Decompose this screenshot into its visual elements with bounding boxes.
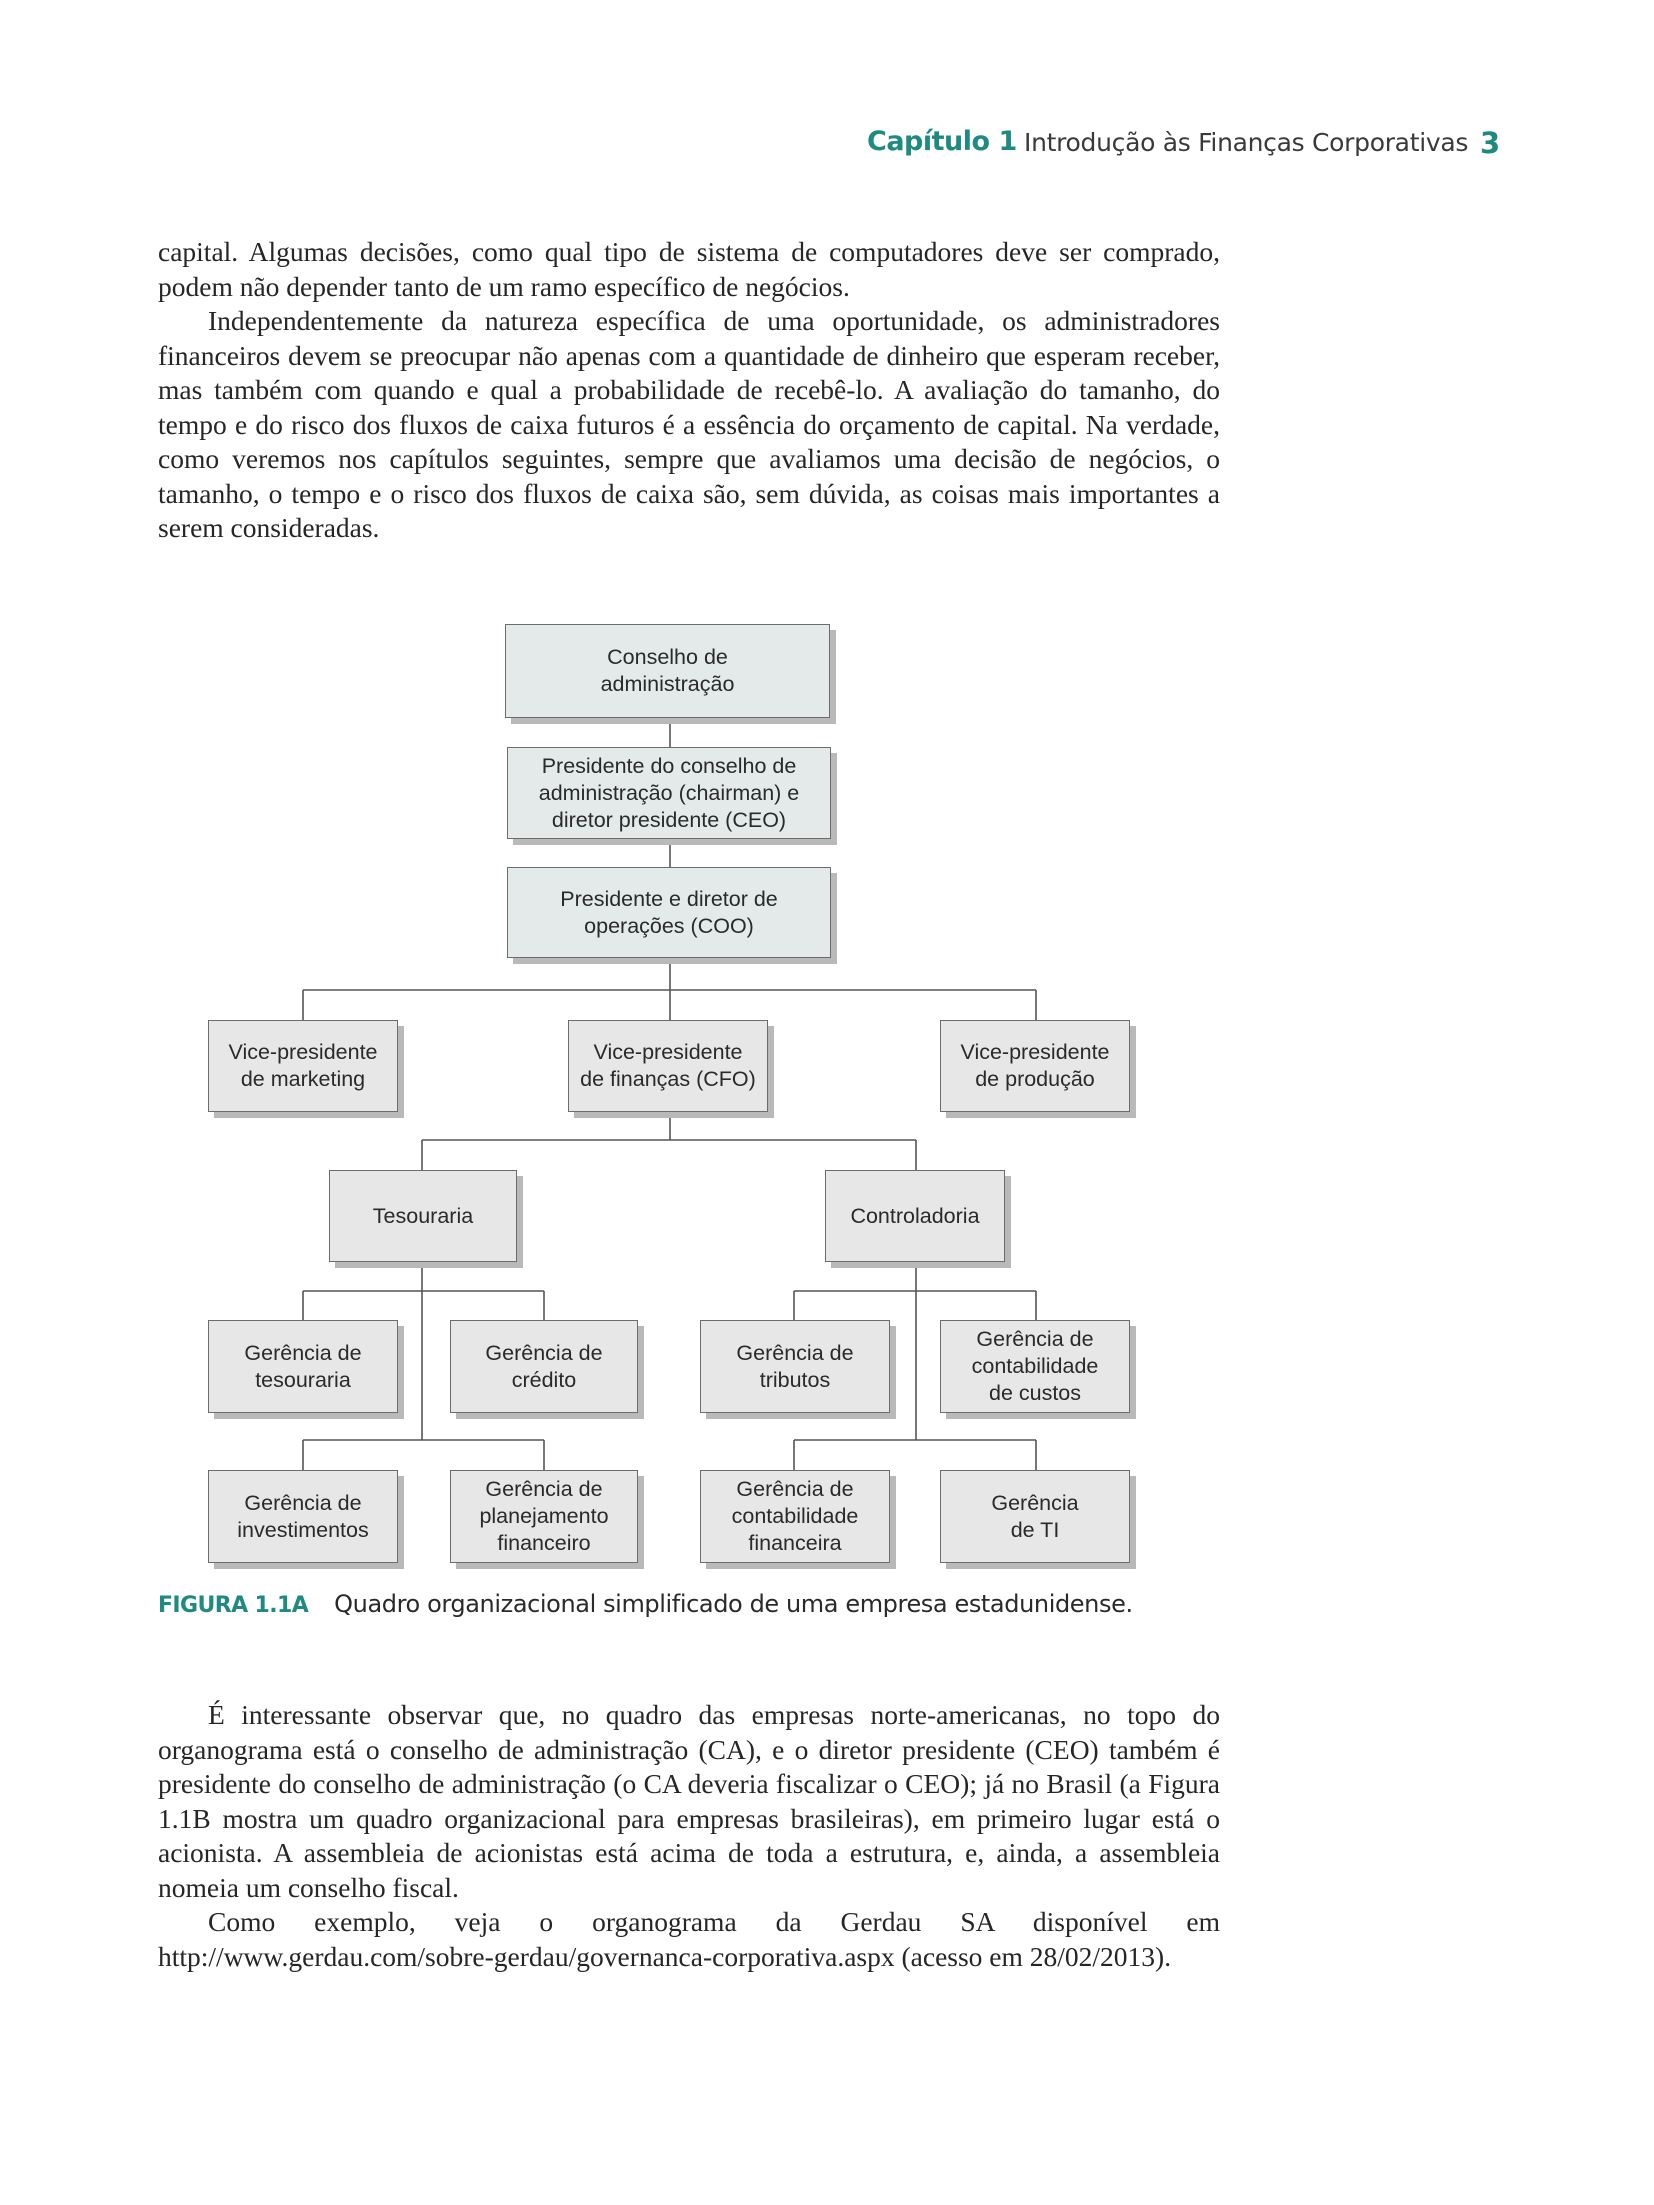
- text-block-top: [158, 235, 1220, 546]
- controller-box: Controladoria: [825, 1170, 1005, 1262]
- coo-box: Presidente e diretor de operações (COO): [507, 867, 831, 958]
- figure-caption: [158, 1590, 1258, 1618]
- paragraph: capital. Algumas decisões, como qual tipo de sistema de computadores deve ser comprado, podem não depender tanto de um ramo específico de negócios.: [158, 236, 1220, 302]
- investments-mgmt-box: Gerência de investimentos: [208, 1470, 398, 1563]
- vp-finance-box: Vice-presidente de finanças (CFO): [568, 1020, 768, 1112]
- tax-mgmt-box: Gerência de tributos: [700, 1320, 890, 1413]
- paragraph: É interessante observar que, no quadro das empresas norte-americanas, no topo do organograma está o conselho de administração (CA), e o diretor presidente (CEO) também é presidente do conselho de administração (o CA deveria fiscalizar o CEO); já no Brasil (a Figura 1.1B mostra um quadro organizacional para empresas brasileiras), em primeiro lugar está o acionista. A assembleia de acionistas está acima de toda a estrutura, e, ainda, a assembleia nomeia um conselho fiscal.: [158, 1699, 1220, 1903]
- running-header: [0, 126, 1654, 166]
- text-block-bottom: [158, 1698, 1220, 1974]
- financial-planning-box: Gerência de planejamento financeiro: [450, 1470, 638, 1563]
- credit-mgmt-box: Gerência de crédito: [450, 1320, 638, 1413]
- treasury-box: Tesouraria: [329, 1170, 517, 1262]
- cost-accounting-box: Gerência de contabilidade de custos: [940, 1320, 1130, 1413]
- it-mgmt-box: Gerência de TI: [940, 1470, 1130, 1563]
- chapter-label: Capítulo 1: [867, 126, 1017, 157]
- vp-marketing-box: Vice-presidente de marketing: [208, 1020, 398, 1112]
- page-number: 3: [1480, 126, 1501, 160]
- ceo-box: Presidente do conselho de administração (chairman) e diretor presidente (CEO): [507, 747, 831, 839]
- treasury-mgmt-box: Gerência de tesouraria: [208, 1320, 398, 1413]
- figure-caption-text: Quadro organizacional simplificado de uma empresa estadunidense.: [334, 1590, 1133, 1618]
- chapter-title: Introdução às Finanças Corporativas: [1024, 128, 1469, 157]
- paragraph: Independentemente da natureza específica de uma oportunidade, os administradores financeiros devem se preocupar não apenas com a quantidade de dinheiro que esperam receber, mas também com quando e qual a probabilidade de recebê-lo. A avaliação do tamanho, do tempo e do risco dos fluxos de caixa futuros é a essência do orçamento de capital. Na verdade, como veremos nos capítulos seguintes, sempre que avaliamos uma decisão de negócios, o tamanho, o tempo e o risco dos fluxos de caixa são, sem dúvida, as coisas mais importantes a serem consideradas.: [158, 305, 1220, 543]
- paragraph: Como exemplo, veja o organograma da Gerdau SA disponível em http://www.gerdau.com/sobre-gerdau/governanca-corporativa.aspx (acesso em 28/02/2013).: [158, 1906, 1220, 1972]
- financial-accounting-box: Gerência de contabilidade financeira: [700, 1470, 890, 1563]
- figure-label: FIGURA 1.1A: [158, 1593, 309, 1618]
- vp-production-box: Vice-presidente de produção: [940, 1020, 1130, 1112]
- board-box: Conselho de administração: [505, 624, 830, 718]
